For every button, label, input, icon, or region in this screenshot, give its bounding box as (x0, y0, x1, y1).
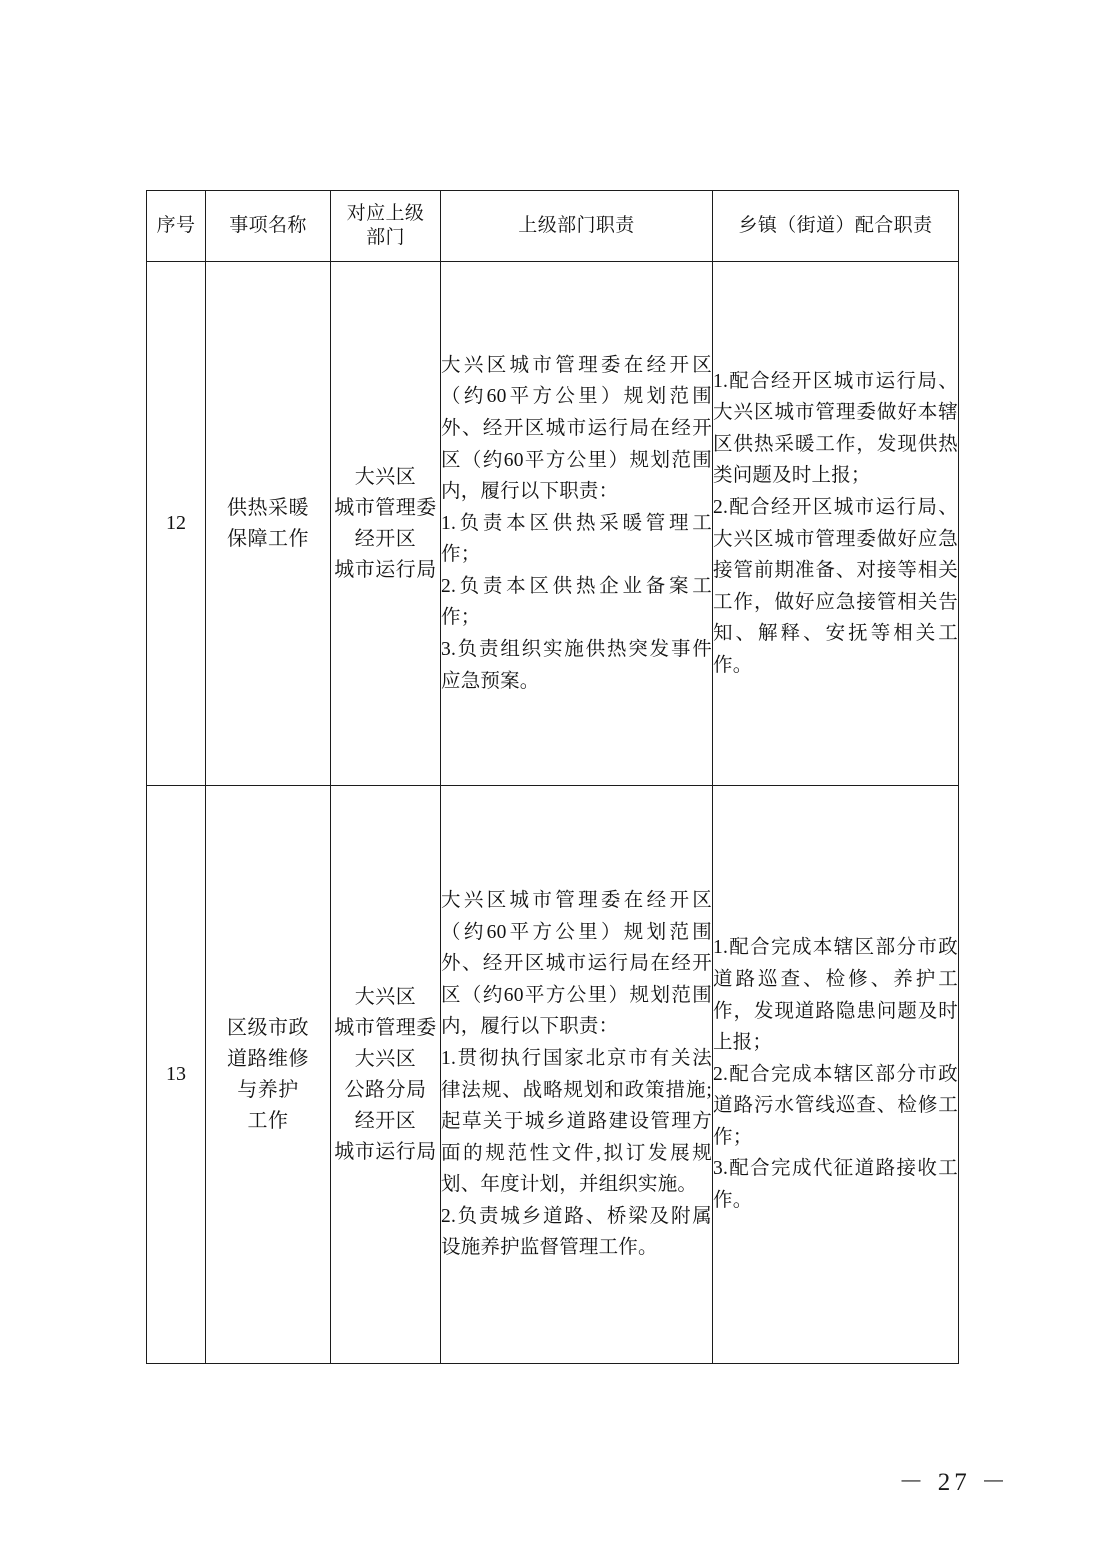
row-township-duty-paragraph: 1.配合完成本辖区部分市政道路巡查、检修、养护工作，发现道路隐患问题及时上报； (713, 937, 958, 1054)
table-row (147, 786, 959, 1364)
header-parent-duty-label: 上级部门职责 (518, 214, 635, 236)
header-item-name-label: 事项名称 (229, 214, 307, 236)
row-sequence: 12 (147, 262, 206, 786)
page-number: － 27 － (898, 1469, 1010, 1496)
row-parent-duty (441, 262, 713, 786)
row-parent-department-line: 经开区 (354, 527, 417, 550)
row-parent-department-line: 公路分局 (344, 1078, 427, 1101)
row-item-name-line: 保障工作 (227, 527, 309, 550)
row-item-name (206, 262, 331, 786)
responsibility-table (146, 190, 959, 1364)
row-township-duty-paragraph: 2.配合经开区城市运行局、大兴区城市管理委做好应急接管前期准备、对接等相关工作，做好应急接管相关告知、解释、安抚等相关工作。 (713, 496, 958, 676)
row-parent-duty-paragraph: 1.负责本区供热采暖管理工作； (441, 512, 712, 566)
row-parent-department (331, 786, 441, 1364)
row-parent-duty (441, 786, 713, 1364)
header-sequence (147, 191, 206, 262)
header-parent-department-line1: 对应上级 (346, 202, 425, 224)
row-parent-duty-paragraph: 3.负责组织实施供热突发事件应急预案。 (441, 639, 712, 692)
row-township-duty-paragraph: 3.配合完成代征道路接收工作。 (713, 1158, 958, 1212)
row-item-name-line: 道路维修 (227, 1047, 309, 1070)
table-header-row (147, 191, 959, 262)
row-parent-department-line: 大兴区 (354, 985, 417, 1008)
row-parent-duty-paragraph: 1.贯彻执行国家北京市有关法律法规、战略规划和政策措施;起草关于城乡道路建设管理方面的规范性文件,拟订发展规划、年度计划，并组织实施。 (441, 1047, 712, 1196)
row-item-name (206, 786, 331, 1364)
row-township-duty-paragraph: 1.配合经开区城市运行局、大兴区城市管理委做好本辖区供热采暖工作，发现供热类问题及时上报； (713, 370, 958, 487)
row-item-name-line: 工作 (247, 1109, 289, 1132)
row-parent-department-line: 城市管理委 (334, 1016, 437, 1039)
row-parent-duty-paragraph: 大兴区城市管理委在经开区（约60平方公里）规划范围外、经开区城市运行局在经开区（约60平方公里）规划范围内，履行以下职责： (441, 354, 712, 503)
row-parent-department-line: 大兴区 (354, 1047, 417, 1070)
row-parent-department-line: 大兴区 (354, 465, 417, 488)
row-parent-department-line: 经开区 (354, 1109, 417, 1132)
header-item-name (206, 191, 331, 262)
row-parent-department (331, 262, 441, 786)
header-parent-duty (441, 191, 713, 262)
row-parent-duty-paragraph: 2.负责城乡道路、桥梁及附属设施养护监督管理工作。 (441, 1205, 712, 1259)
header-parent-department (331, 191, 441, 262)
row-township-duty (713, 786, 959, 1364)
header-township-duty (713, 191, 959, 262)
row-item-name-line: 与养护 (237, 1078, 299, 1101)
header-parent-department-line2: 部门 (366, 227, 405, 248)
table-row (147, 262, 959, 786)
header-sequence-label: 序号 (156, 214, 196, 236)
row-item-name-line: 区级市政 (227, 1016, 309, 1039)
row-township-duty (713, 262, 959, 786)
row-parent-duty-paragraph: 大兴区城市管理委在经开区（约60平方公里）规划范围外、经开区城市运行局在经开区（约60平方公里）规划范围内，履行以下职责： (441, 890, 712, 1038)
row-parent-duty-paragraph: 2.负责本区供热企业备案工作； (441, 575, 712, 629)
row-parent-department-line: 城市运行局 (334, 1140, 437, 1163)
row-township-duty-paragraph: 2.配合完成本辖区部分市政道路污水管线巡查、检修工作； (713, 1063, 958, 1148)
header-township-duty-label: 乡镇（街道）配合职责 (738, 214, 933, 236)
row-sequence: 13 (147, 786, 206, 1364)
row-parent-department-line: 城市运行局 (334, 558, 437, 581)
row-parent-department-line: 城市管理委 (334, 496, 437, 519)
row-item-name-line: 供热采暖 (227, 496, 309, 519)
